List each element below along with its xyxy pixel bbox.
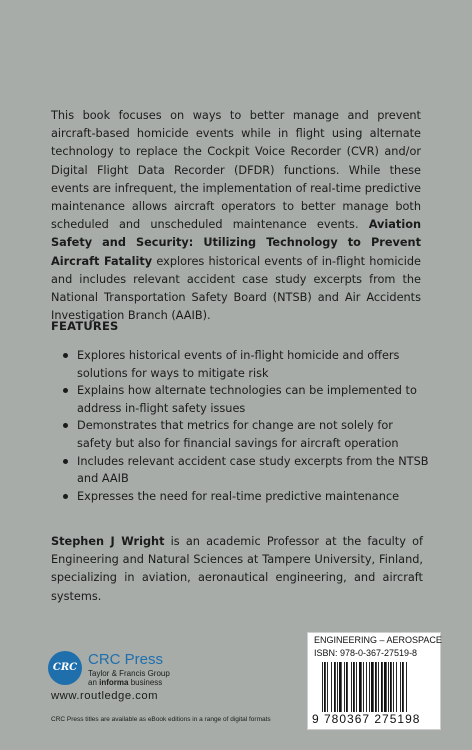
publisher-logo-text (88, 651, 228, 687)
feature-item (51, 488, 431, 506)
feature-text: Expresses the need for real-time predictive maintenance (77, 489, 400, 503)
barcode-number: 9 780367 275198 (312, 712, 421, 726)
author-bio-text: is an academic Professor at the faculty of Engineering and Natural Sciences at Tampere University, Finland, specializing in aviation, aeronautical engineering, and aircraft systems. (51, 535, 423, 603)
author-name: Stephen J Wright (51, 535, 165, 548)
feature-item (51, 453, 431, 488)
subject-category: ENGINEERING – AEROSPACE (314, 635, 442, 645)
book-description (51, 107, 421, 325)
feature-text: Demonstrates that metrics for change are not solely for safety but also for financial savings for aircraft operation (77, 419, 399, 450)
description-part-1: This book focuses on ways to better manage and prevent aircraft-based homicide events while in flight using alternate technology to replace the Cockpit Voice Recorder (CVR) and/or Digital Flight Data Recorder (DFDR) functions. While these events are infrequent, the implementation of real-time predictive maintenance allows aircraft operators to better manage both scheduled and unscheduled maintenance events. (51, 109, 421, 232)
publisher-website: www.routledge.com (51, 690, 159, 702)
features-list (51, 347, 431, 505)
parent-suffix: business (128, 678, 163, 687)
barcode-block (307, 632, 441, 730)
author-bio (51, 533, 423, 606)
parent-brand: informa (99, 678, 129, 687)
bullet-icon (63, 423, 68, 428)
feature-text: Explains how alternate technologies can be implemented to address in-flight safety issues (77, 384, 417, 415)
feature-item (51, 382, 431, 417)
ebook-note: CRC Press titles are available as eBook editions in a range of digital formats (51, 716, 271, 723)
feature-text: Includes relevant accident case study excerpts from the NTSB and AAIB (77, 454, 429, 486)
isbn-label: ISBN: 978-0-367-27519-8 (314, 648, 418, 658)
description-part-2: explores historical events of in-flight homicide and includes relevant accident case study excerpts from the National Transportation Safety Board (NTSB) and Air Accidents Investigation Branch (AAIB). (51, 254, 421, 323)
bullet-icon (63, 353, 68, 358)
publisher-name: CRC Press (88, 651, 164, 668)
publisher-group: Taylor & Francis Group (88, 669, 170, 678)
barcode-icon (322, 662, 434, 712)
parent-prefix: an (88, 678, 100, 687)
crc-logo-icon: CRC (48, 651, 82, 685)
bullet-icon (63, 388, 68, 393)
bullet-icon (63, 459, 68, 464)
bullet-icon (63, 494, 68, 499)
feature-item (51, 417, 431, 452)
features-heading: FEATURES (51, 319, 119, 333)
publisher-parent (88, 678, 228, 687)
book-title: Aviation Safety and Security: Utilizing Technology to Prevent Aircraft Fatality (51, 218, 421, 268)
feature-text: Explores historical events of in-flight homicide and offers solutions for ways to mitigate risk (77, 349, 400, 380)
feature-item (51, 347, 431, 382)
